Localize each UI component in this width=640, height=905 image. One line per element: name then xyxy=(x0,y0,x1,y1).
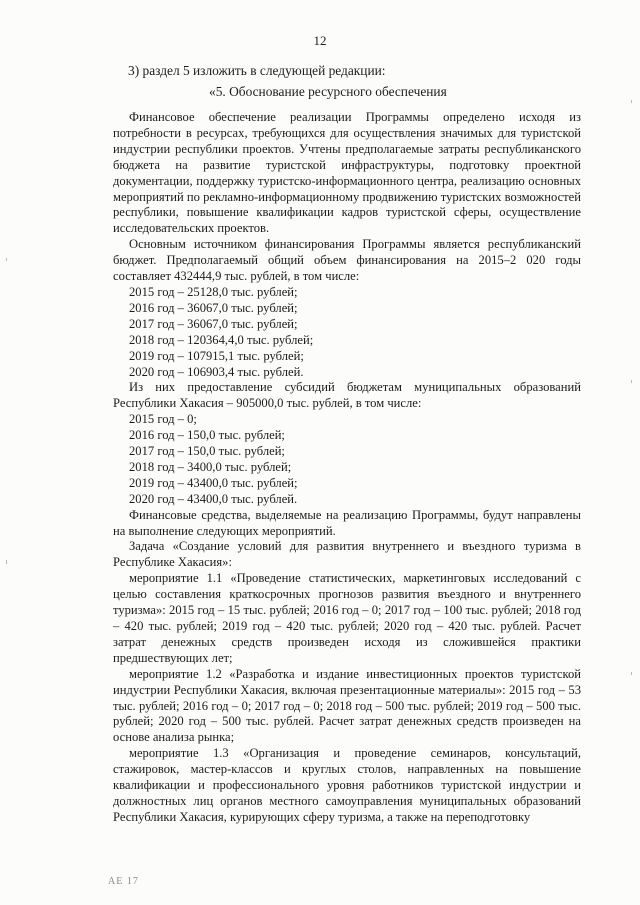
scan-speck xyxy=(631,672,632,675)
paragraph: Финансовые средства, выделяемые на реализацию Программы, будут направлены на выполнение следующих мероприятий. xyxy=(113,507,581,538)
page-number: 12 xyxy=(313,33,327,48)
list-item: 2015 год – 0; xyxy=(129,412,197,427)
list-item: 2019 год – 43400,0 тыс. рублей; xyxy=(129,475,298,490)
list-item: 2017 год – 36067,0 тыс. рублей; xyxy=(129,316,298,331)
paragraph: мероприятие 1.2 «Разработка и издание инвестиционных проектов туристской индустрии Республики Хакасия, включая презентационные материалы»: 2015 год – 53 тыс. рублей; 2016 год – 0; 2017 год – 0; 2018 год – 500 тыс. рублей; 2019 год – 500 тыс. рублей; 2020 год – 500 тыс. рублей. Расчет затрат денежных средств произведен на основе анализа рынка; xyxy=(113,666,581,745)
list-item: 2018 год – 3400,0 тыс. рублей; xyxy=(129,459,292,474)
scan-speck xyxy=(6,560,7,564)
list-item: 2016 год – 36067,0 тыс. рублей; xyxy=(129,300,298,315)
list-item: 2015 год – 25128,0 тыс. рублей; xyxy=(129,284,298,299)
scan-speck xyxy=(631,100,632,103)
scan-speck xyxy=(631,380,632,383)
list-item: 2020 год – 43400,0 тыс. рублей. xyxy=(129,491,298,506)
document-body xyxy=(113,110,581,826)
list-item: 2020 год – 106903,4 тыс. рублей. xyxy=(129,364,304,379)
paragraph: Основным источником финансирования Программы является республиканский бюджет. Предполагаемый общий объем финансирования на 2015–2 020 годы составляет 432444,9 тыс. рублей, в том числе: xyxy=(113,237,581,284)
list-item: 2019 год – 107915,1 тыс. рублей; xyxy=(129,348,304,363)
list-item: 2018 год – 120364,4,0 тыс. рублей; xyxy=(129,332,314,347)
scan-speck xyxy=(6,258,7,261)
paragraph: мероприятие 1.3 «Организация и проведение семинаров, консультаций, стажировок, мастер-классов и круглых столов, направленных на повышение квалификации и профессионального уровня работников туристской индустрии и должностных лиц органов местного самоуправления муниципальных образований Республики Хакасия, курирующих сферу туризма, а также на переподготовку xyxy=(113,746,581,824)
list-item: 2016 год – 150,0 тыс. рублей; xyxy=(129,428,285,443)
footer-mark: АЕ 17 xyxy=(108,876,139,887)
section-title: «5. Обоснование ресурсного обеспечения xyxy=(209,84,447,99)
paragraph: Из них предоставление субсидий бюджетам муниципальных образований Республики Хакасия – 905000,0 тыс. рублей, в том числе: xyxy=(113,380,581,411)
list-item: 2017 год – 150,0 тыс. рублей; xyxy=(129,444,285,459)
paragraph: мероприятие 1.1 «Проведение статистических, маркетинговых исследований с целью составления краткосрочных прогнозов развития въездного и внутреннего туризма»: 2015 год – 15 тыс. рублей; 2016 год – 0; 2017 год – 100 тыс. рублей; 2018 год – 420 тыс. рублей; 2019 год – 420 тыс. рублей; 2020 год – 420 тыс. рублей. Расчет затрат денежных средств произведен исходя из сложившейся практики предшествующих лет; xyxy=(113,571,581,665)
amendment-instruction: 3) раздел 5 изложить в следующей редакции: xyxy=(128,63,386,78)
paragraph: Задача «Создание условий для развития внутреннего и въездного туризма в Республике Хакасия»: xyxy=(113,539,581,570)
paragraph: Финансовое обеспечение реализации Программы определено исходя из потребности в ресурсах, требующихся для осуществления значимых для туристской индустрии республики проектов. Учтены предполагаемые затраты республиканского бюджета на развитие туристской инфраструктуры, подготовку проектной документации, поддержку туристско-информационного центра, реализацию основных мероприятий по рекламно-информационному продвижению туристских возможностей республики, повышение квалификации кадров туристской сферы, осуществление исследовательских проектов. xyxy=(113,110,581,236)
